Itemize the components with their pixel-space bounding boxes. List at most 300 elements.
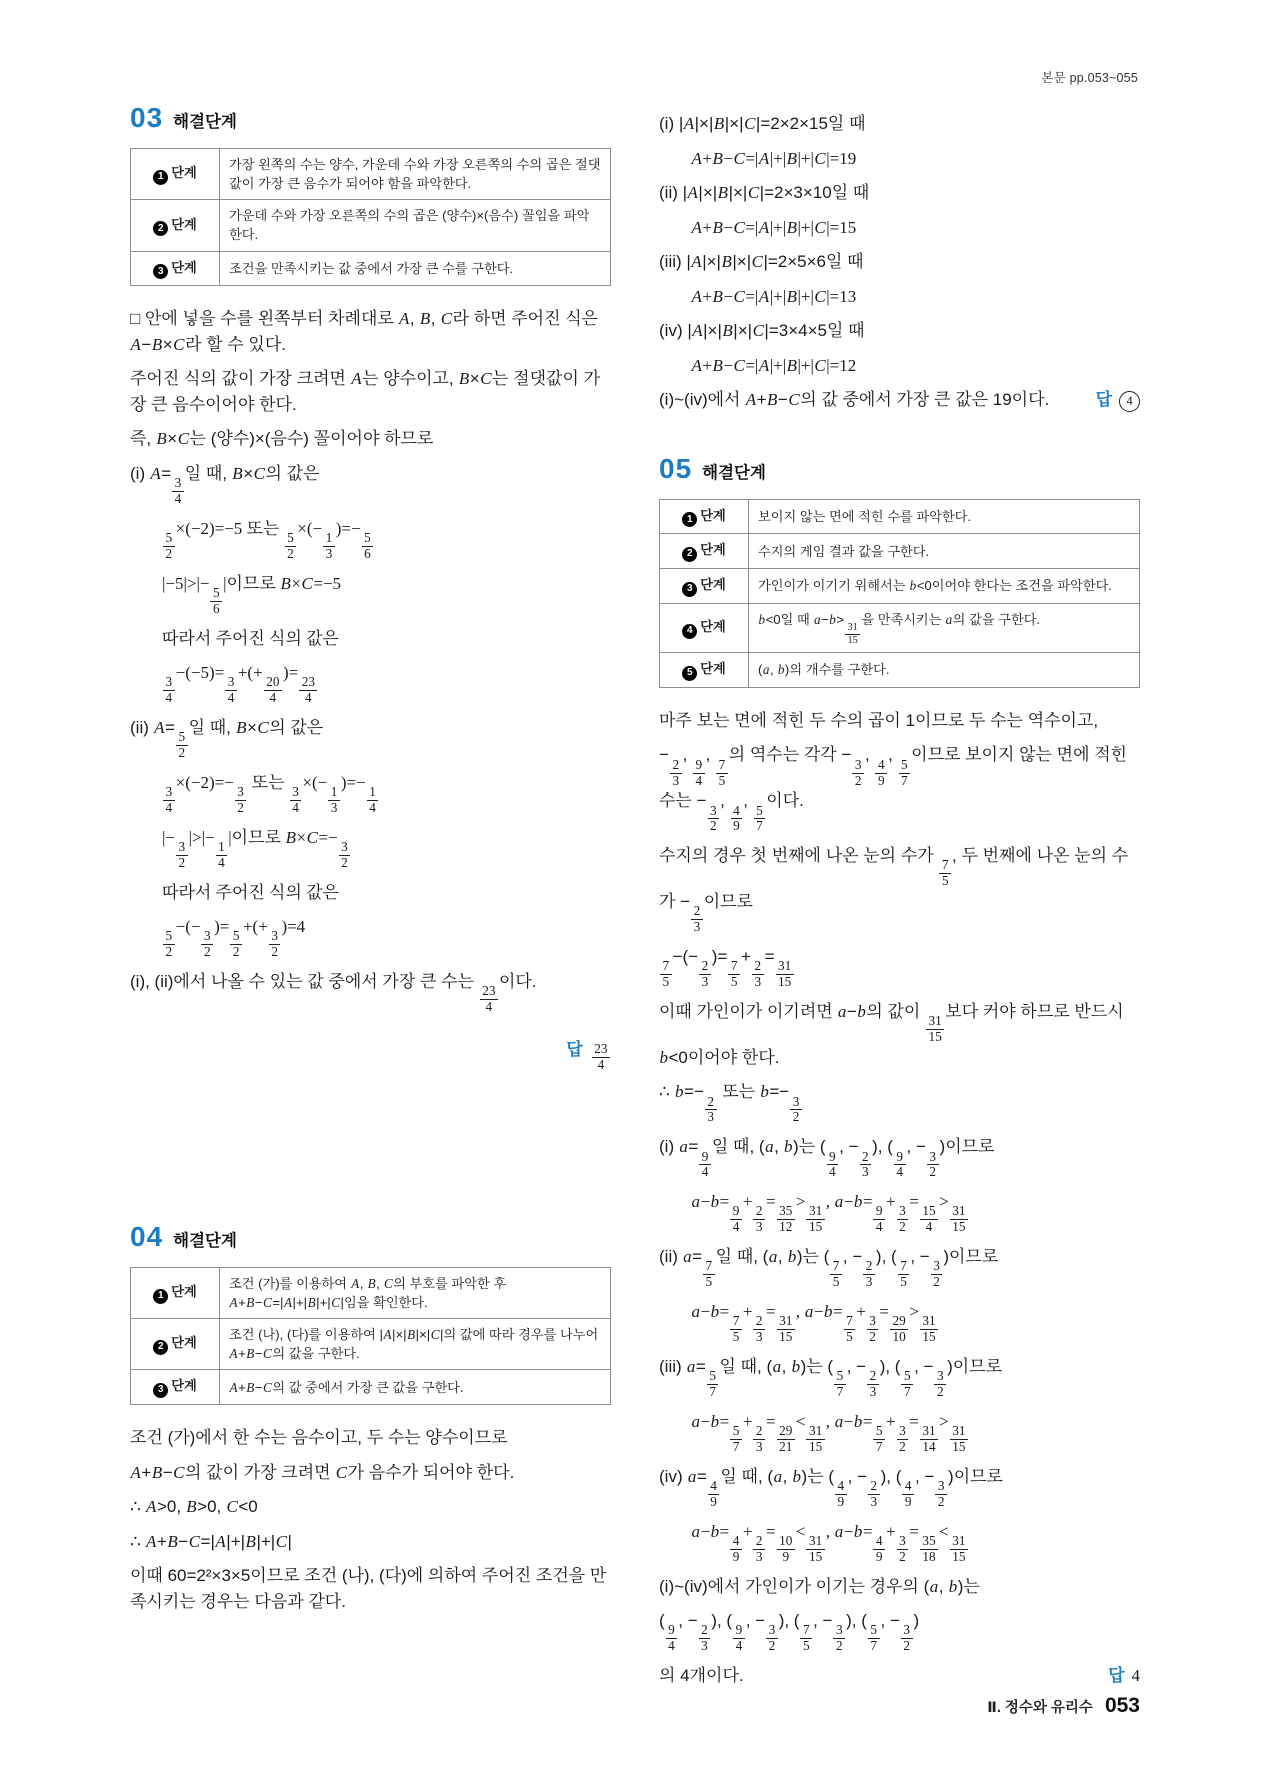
fraction: $\frac{3}{4}$ — [163, 675, 175, 706]
fraction: $\frac{3}{2}$ — [766, 1623, 778, 1654]
page-header-label: 본문 pp.053~055 — [1041, 71, 1138, 85]
fraction: $\frac{2}{3}$ — [868, 1479, 880, 1510]
fraction: $\frac{9}{4}$ — [827, 1150, 839, 1181]
math-variable: A — [229, 1295, 238, 1311]
math-variable: a — [683, 1247, 692, 1267]
answer-box — [1108, 1663, 1140, 1689]
math-variable: a — [772, 1356, 782, 1376]
text-line: 수지의 경우 첫 번째에 나온 눈의 수가 $\frac{7}{5}$ , 두 번째에 나온 눈의 수가 − $\frac{2}{3}$ 이므로 — [659, 846, 1129, 935]
math-variable: B — [167, 1531, 178, 1551]
math-variable: B — [151, 1462, 163, 1482]
fraction: $\frac{5}{6}$ — [362, 531, 374, 562]
fraction: $\frac{4}{9}$ — [730, 1534, 742, 1565]
equation-line: 따라서 주어진 식의 값은 — [162, 628, 339, 648]
answer-value — [1119, 387, 1140, 413]
fraction: $\frac{5}{7}$ — [873, 1424, 885, 1455]
math-variable: C — [331, 1295, 341, 1311]
fraction: $\frac{5}{2}$ — [285, 531, 297, 562]
step-text: 가인이가 이기기 위해서는 b<0이어야 한다는 조건을 파악한다. — [749, 569, 1140, 604]
problem-04-number: 04 — [130, 1220, 164, 1252]
math-variable: A — [691, 286, 702, 306]
problem-05-steps-table — [659, 499, 1140, 688]
math-variable: B — [786, 217, 797, 237]
text-line-with-answer — [659, 387, 1140, 413]
fraction: $\frac{3}{2}$ — [708, 804, 720, 835]
answer-line — [130, 1027, 611, 1073]
math-variable: B — [712, 148, 723, 168]
math-variable: b — [710, 1521, 720, 1541]
fraction: $\frac{7}{5}$ — [830, 1259, 842, 1290]
step-text: 수지의 게임 결과 값을 구한다. — [749, 534, 1140, 569]
fraction: $\frac{31}{15}$ — [776, 959, 794, 990]
equation-line: a−b= $\frac{5}{7}$ + $\frac{2}{3}$ = $\frac{29}{21}$ < $\frac{31}{15}$ , a−b= $\frac{5}{7}$ + $\frac{3}{2}$ = $\frac{31}{14}$ > $\frac{31}{15}$ — [691, 1409, 1140, 1455]
step-row — [660, 653, 1140, 688]
fraction: $\frac{7}{5}$ — [660, 959, 672, 990]
fraction: $\frac{7}{5}$ — [800, 1623, 812, 1654]
math-variable: a — [679, 1137, 688, 1157]
fraction: $\frac{9}{4}$ — [894, 1150, 906, 1181]
fraction: $\frac{3}{2}$ — [935, 1479, 947, 1510]
math-variable: b — [787, 1247, 797, 1267]
text-line: (ii) |A|×|B|×|C|=2×3×10일 때 — [659, 183, 870, 202]
fraction: $\frac{5}{2}$ — [176, 730, 188, 761]
step-label: 1 단계 — [131, 149, 220, 200]
step-label: 3 단계 — [131, 251, 220, 286]
math-variable: C — [301, 573, 313, 593]
text-line: 주어진 식의 값이 가장 크려면 A는 양수이고, B×C는 절댓값이 가장 큰 음수이어야 한다. — [130, 369, 601, 414]
math-variable: B — [786, 355, 797, 375]
problem-05-heading — [659, 453, 1140, 485]
text-line: (iii) a= $\frac{5}{7}$ 일 때, (a, b)는 ( $\frac{5}{7}$ , − $\frac{2}{3}$ ), ( $\frac{5}{7}$ , − $\frac{3}{2}$ )이므로 — [659, 1356, 1003, 1399]
math-variable: b — [659, 1047, 668, 1067]
fraction: $\frac{35}{12}$ — [777, 1204, 795, 1235]
answer-label: 답 — [1095, 390, 1112, 409]
fraction: $\frac{3}{2}$ — [897, 1534, 909, 1565]
math-variable: C — [814, 286, 826, 306]
fraction: $\frac{2}{3}$ — [670, 758, 682, 789]
fraction: $\frac{1}{3}$ — [323, 531, 335, 562]
fraction: $\frac{2}{3}$ — [753, 1204, 765, 1235]
fraction: $\frac{2}{3}$ — [863, 1259, 875, 1290]
answer-label: 답 — [1108, 1665, 1125, 1685]
math-variable: a — [691, 1192, 700, 1212]
step-row — [131, 149, 611, 200]
text-line: ∴ A+B−C=|A|+|B|+|C| — [130, 1531, 292, 1551]
circled-answer-number: 4 — [1119, 391, 1140, 412]
fraction: $\frac{31}{15}$ — [950, 1204, 968, 1235]
math-variable: C — [744, 114, 756, 133]
text-line: A+B−C의 값이 가장 크려면 C가 음수가 되어야 한다. — [130, 1462, 515, 1482]
fraction: $\frac{4}{9}$ — [902, 1479, 914, 1510]
fraction: $\frac{31}{15}$ — [926, 1014, 944, 1045]
step-label: 2 단계 — [660, 534, 749, 569]
equation-line: a−b= $\frac{4}{9}$ + $\frac{2}{3}$ = $\frac{10}{9}$ < $\frac{31}{15}$ , a−b= $\frac{4}{9}$ + $\frac{3}{2}$ = $\frac{35}{18}$ < $\frac{31}{15}$ — [691, 1519, 1140, 1565]
step-text: (a, b)의 개수를 구한다. — [749, 653, 1140, 688]
math-variable: B — [712, 355, 723, 375]
math-variable: a — [804, 1302, 814, 1321]
math-variable: A — [351, 1275, 360, 1291]
math-variable: B — [786, 148, 797, 168]
math-variable: B — [246, 1295, 255, 1311]
step-row — [131, 200, 611, 251]
math-variable: a — [773, 1466, 783, 1486]
math-variable: B — [786, 286, 797, 306]
step-number-icon: 2 — [682, 547, 697, 562]
step-number-icon: 2 — [153, 1340, 168, 1355]
page-header — [1041, 68, 1138, 86]
text-line: 즉, B×C는 (양수)×(음수) 꼴이어야 하므로 — [130, 429, 434, 449]
fraction: $\frac{2}{3}$ — [753, 1534, 765, 1565]
step-row — [660, 603, 1140, 652]
fraction: $\frac{31}{14}$ — [920, 1424, 938, 1455]
fraction: $\frac{5}{2}$ — [163, 929, 175, 960]
math-variable: A — [758, 217, 770, 237]
step-text: 가장 왼쪽의 수는 양수, 가운데 수와 가장 오른쪽의 수의 곱은 절댓값이 가장 큰 음수가 되어야 함을 파악한다. — [220, 149, 611, 200]
math-variable: A — [130, 334, 141, 354]
problem-03 — [130, 102, 611, 1073]
fraction: $\frac{3}{2}$ — [927, 1150, 939, 1181]
math-variable: A — [154, 717, 165, 737]
equation-line: $\frac{5}{2}$ ×(−2)=−5 또는 $\frac{5}{2}$ ×(− $\frac{1}{3}$ )=− $\frac{5}{6}$ — [162, 516, 611, 562]
math-variable: b — [853, 1521, 863, 1541]
step-number-icon: 2 — [153, 221, 168, 236]
step-row — [660, 569, 1140, 604]
math-variable: C — [733, 286, 745, 306]
step-number-icon: 1 — [682, 512, 697, 527]
fraction: $\frac{3}{4}$ — [163, 785, 175, 816]
math-variable: C — [814, 355, 826, 375]
math-variable: B — [367, 1275, 376, 1291]
fraction: $\frac{31}{15}$ — [920, 1314, 938, 1345]
fraction: $\frac{31}{15}$ — [806, 1204, 824, 1235]
math-variable: b — [823, 1302, 833, 1321]
fraction: $\frac{3}{2}$ — [852, 758, 864, 789]
text-line: (ii) a= $\frac{7}{5}$ 일 때, (a, b)는 ( $\frac{7}{5}$ , − $\frac{2}{3}$ ), ( $\frac{7}{5}$ , − $\frac{3}{2}$ )이므로 — [659, 1247, 999, 1290]
math-variable: a — [762, 662, 770, 678]
step-number-icon: 3 — [682, 582, 697, 597]
fraction: $\frac{10}{9}$ — [777, 1534, 795, 1565]
answer-label: 답 — [566, 1040, 583, 1060]
math-variable: b — [710, 1411, 720, 1431]
chapter-title: Ⅱ. 정수와 유리수 — [987, 1700, 1093, 1716]
text-line: ∴ b=− $\frac{2}{3}$ 또는 b=− $\frac{3}{2}$ — [659, 1079, 1140, 1125]
math-variable: A — [691, 355, 702, 375]
problem-03-heading — [130, 102, 611, 134]
fraction: $\frac{5}{2}$ — [163, 531, 175, 562]
fraction: $\frac{5}{6}$ — [210, 586, 222, 617]
math-variable: C — [480, 369, 492, 389]
answer-value: 4 — [1131, 1665, 1140, 1685]
fraction: $\frac{2}{3}$ — [705, 1095, 717, 1126]
math-variable: b — [948, 1576, 958, 1596]
math-variable: B — [156, 429, 167, 449]
math-variable: B — [458, 369, 470, 389]
text-line: (i), (ii)에서 나올 수 있는 값 중에서 가장 큰 수는 $\frac{23}{4}$ 이다. — [130, 972, 537, 1015]
fraction: $\frac{3}{4}$ — [225, 675, 237, 706]
step-label: 3 단계 — [131, 1370, 220, 1405]
fraction: $\frac{9}{4}$ — [873, 1204, 885, 1235]
equation-line: A+B−C=|A|+|B|+|C|=13 — [691, 286, 857, 306]
fraction: $\frac{29}{10}$ — [890, 1314, 908, 1345]
math-variable: b — [909, 578, 917, 594]
step-row — [660, 499, 1140, 534]
fraction: $\frac{3}{2}$ — [934, 1369, 946, 1400]
fraction: $\frac{3}{2}$ — [269, 929, 281, 960]
math-variable: C — [173, 334, 185, 354]
math-variable: A — [691, 252, 702, 271]
math-variable: C — [733, 217, 745, 237]
equation-line: a−b= $\frac{9}{4}$ + $\frac{2}{3}$ = $\frac{35}{12}$ > $\frac{31}{15}$ , a−b= $\frac{9}{4}$ + $\frac{3}{2}$ = $\frac{15}{4}$ > $\frac{31}{15}$ — [691, 1189, 1140, 1235]
fraction: $\frac{7}{5}$ — [844, 1314, 856, 1345]
math-variable: C — [788, 390, 800, 409]
problem-05-number: 05 — [659, 452, 693, 484]
fraction: $\frac{7}{5}$ — [716, 758, 728, 789]
fraction: $\frac{4}{9}$ — [708, 1479, 720, 1510]
fraction: $\frac{1}{4}$ — [367, 785, 379, 816]
math-variable: a — [686, 1356, 696, 1376]
math-variable: B — [246, 1346, 255, 1362]
text-line: (ii) A= $\frac{5}{2}$ 일 때, B×C의 값은 — [130, 717, 324, 760]
math-variable: a — [691, 1411, 700, 1431]
math-variable: a — [813, 611, 821, 627]
math-variable: a — [691, 1302, 700, 1321]
text-line: (iv) a= $\frac{4}{9}$ 일 때, (a, b)는 ( $\frac{4}{9}$ , − $\frac{2}{3}$ ), ( $\frac{4}{9}$ , − $\frac{3}{2}$ )이므로 — [659, 1466, 1003, 1509]
math-variable: B — [713, 114, 725, 133]
fraction: $\frac{31}{15}$ — [777, 1314, 795, 1345]
text-line: 마주 보는 면에 적힌 두 수의 곱이 1이므로 두 수는 역수이고, — [659, 710, 1099, 730]
fraction: $\frac{5}{7}$ — [707, 1369, 719, 1400]
step-row — [131, 1319, 611, 1370]
text-line: (i) A= $\frac{3}{4}$ 일 때, B×C의 값은 — [130, 463, 320, 506]
equation-line: a−b= $\frac{7}{5}$ + $\frac{2}{3}$ = $\frac{31}{15}$ , a−b= $\frac{7}{5}$ + $\frac{3}{2}$ = $\frac{29}{10}$ > $\frac{31}{15}$ — [691, 1299, 1140, 1345]
equation-line: A+B−C=|A|+|B|+|C|=12 — [691, 355, 857, 375]
step-label: 3 단계 — [660, 569, 749, 604]
equation-line: A+B−C=|A|+|B|+|C|=15 — [691, 217, 857, 237]
math-variable: C — [751, 252, 763, 271]
fraction: $\frac{7}{5}$ — [730, 1314, 742, 1345]
math-variable: A — [692, 321, 703, 340]
math-variable: C — [306, 827, 318, 847]
equation-line: |−5|>|− $\frac{5}{6}$ |이므로 B×C=−5 — [162, 573, 342, 616]
math-variable: B — [712, 286, 723, 306]
step-number-icon: 4 — [682, 624, 697, 639]
math-variable: b — [777, 662, 785, 678]
math-variable: a — [945, 611, 953, 627]
fraction: $\frac{23}{4}$ — [592, 1042, 610, 1073]
math-variable: B — [717, 183, 729, 202]
fraction: $\frac{3}{2}$ — [176, 840, 188, 871]
math-variable: A — [687, 183, 698, 202]
math-variable: A — [351, 369, 362, 389]
math-variable: C — [263, 1346, 272, 1362]
fraction: $\frac{3}{2}$ — [201, 929, 213, 960]
fraction: $\frac{4}{9}$ — [875, 758, 887, 789]
text-line: 조건 (가)에서 한 수는 음수이고, 두 수는 양수이므로 — [130, 1428, 508, 1448]
math-variable: A — [691, 217, 702, 237]
step-text: 가운데 수와 가장 오른쪽의 수의 곱은 (양수)×(음수) 꼴임을 파악한다. — [220, 200, 611, 251]
problem-03-title: 해결단계 — [173, 113, 237, 131]
math-variable: C — [173, 1462, 185, 1482]
fraction: $\frac{23}{4}$ — [480, 984, 498, 1015]
left-column — [130, 102, 611, 1623]
math-variable: C — [226, 1497, 238, 1517]
fraction: $\frac{2}{3}$ — [699, 959, 711, 990]
math-variable: C — [275, 1531, 288, 1551]
math-variable: C — [383, 1275, 393, 1291]
fraction: $\frac{3}{2}$ — [901, 1623, 913, 1654]
problem-05-title: 해결단계 — [702, 463, 766, 482]
math-variable: C — [188, 1531, 201, 1551]
step-label: 5 단계 — [660, 653, 749, 688]
math-variable: A — [146, 1497, 157, 1517]
fraction: $\frac{3}{2}$ — [897, 1424, 909, 1455]
math-variable: B — [722, 321, 733, 340]
math-variable: b — [792, 1466, 802, 1486]
problem-03-number: 03 — [130, 102, 164, 133]
math-variable: b — [853, 1411, 863, 1431]
math-variable: A — [399, 309, 410, 329]
problem-05 — [659, 453, 1140, 1689]
math-variable: A — [130, 1462, 141, 1482]
equation-line: $\frac{3}{4}$ ×(−2)=− $\frac{3}{2}$ 또는 $\frac{3}{4}$ ×(− $\frac{1}{3}$ )=− $\frac{1}{4}$ — [162, 770, 611, 816]
equation-line: |− $\frac{3}{2}$ |>|− $\frac{1}{4}$ |이므로 B×C=− $\frac{3}{2}$ — [162, 825, 611, 871]
math-variable: A — [758, 148, 770, 168]
fraction: $\frac{3}{4}$ — [290, 785, 302, 816]
math-variable: B — [407, 1327, 416, 1343]
step-label: 4 단계 — [660, 603, 749, 652]
math-variable: C — [440, 309, 453, 329]
fraction: $\frac{23}{4}$ — [299, 675, 317, 706]
fraction: $\frac{9}{4}$ — [733, 1623, 745, 1654]
math-variable: a — [834, 1192, 844, 1212]
math-variable: C — [257, 717, 269, 737]
math-variable: C — [814, 148, 826, 168]
step-row — [131, 1370, 611, 1405]
math-variable: B — [712, 217, 723, 237]
fraction: $\frac{2}{3}$ — [753, 1424, 765, 1455]
problem-04-solution — [130, 1425, 611, 1614]
math-variable: A — [745, 390, 757, 409]
step-label: 2 단계 — [131, 1319, 220, 1370]
math-variable: b — [758, 611, 766, 627]
fraction: $\frac{3}{4}$ — [172, 476, 184, 507]
math-variable: A — [229, 1379, 238, 1395]
fraction: $\frac{9}{4}$ — [666, 1623, 678, 1654]
fraction: $\frac{5}{7}$ — [868, 1623, 880, 1654]
math-variable: B — [721, 252, 732, 271]
math-variable: B — [232, 463, 243, 483]
fraction: $\frac{3}{2}$ — [867, 1314, 879, 1345]
math-variable: C — [733, 355, 745, 375]
problem-04-steps-table — [130, 1267, 611, 1405]
problem-04-title: 해결단계 — [173, 1231, 237, 1250]
fraction: $\frac{31}{15}$ — [845, 622, 860, 646]
math-variable: a — [691, 1521, 700, 1541]
equation-line: 따라서 주어진 식의 값은 — [162, 882, 339, 902]
text-line: 이때 60=2²×3×5이므로 조건 (나), (다)에 의하여 주어진 조건을 만족시키는 경우는 다음과 같다. — [130, 1566, 607, 1611]
math-variable: C — [814, 217, 826, 237]
step-number-icon: 3 — [153, 1383, 168, 1398]
math-variable: a — [834, 1411, 844, 1431]
fraction: $\frac{2}{3}$ — [860, 1150, 872, 1181]
math-variable: B — [280, 573, 291, 593]
answer-value — [591, 1027, 611, 1073]
math-variable: b — [710, 1302, 720, 1321]
step-number-icon: 1 — [153, 170, 168, 185]
fraction: $\frac{5}{7}$ — [899, 758, 911, 789]
fraction: $\frac{1}{4}$ — [216, 840, 228, 871]
text-line: (i) a= $\frac{9}{4}$ 일 때, (a, b)는 ( $\frac{9}{4}$ , − $\frac{2}{3}$ ), ( $\frac{9}{4}$ , − $\frac{3}{2}$ )이므로 — [659, 1137, 995, 1180]
math-variable: A — [229, 1346, 238, 1362]
fraction: $\frac{31}{15}$ — [950, 1534, 968, 1565]
page-footer — [987, 1694, 1140, 1718]
step-number-icon: 5 — [682, 666, 697, 681]
math-variable: A — [215, 1531, 226, 1551]
math-variable: B — [307, 1295, 316, 1311]
text-line: − $\frac{2}{3}$ , $\frac{9}{4}$ , $\frac{7}{5}$ 의 역수는 각각 − $\frac{3}{2}$ , $\frac{4}{9}$ , $\frac{5}{7}$ 이므로 보이지 않는 면에 적힌 수는 − $\frac{3}{2}$ , $\frac{4}{9}$ , $\frac{5}{7}$ 이다. — [659, 745, 1128, 834]
math-variable: B — [767, 390, 778, 409]
text-line: 의 4개이다. — [659, 1665, 744, 1685]
fraction: $\frac{31}{15}$ — [950, 1424, 968, 1455]
text-line: (iii) |A|×|B|×|C|=2×5×6일 때 — [659, 252, 864, 271]
fraction: $\frac{3}{2}$ — [790, 1095, 802, 1126]
fraction: $\frac{5}{7}$ — [901, 1369, 913, 1400]
math-variable: b — [853, 1192, 863, 1212]
math-variable: B — [246, 1379, 255, 1395]
math-variable: C — [752, 321, 764, 340]
fraction: $\frac{1}{3}$ — [328, 785, 340, 816]
problem-03-solution — [130, 306, 611, 1073]
math-variable: A — [683, 114, 695, 133]
math-variable: b — [710, 1192, 720, 1212]
fraction: $\frac{3}{2}$ — [833, 1623, 845, 1654]
fraction: $\frac{7}{5}$ — [703, 1259, 715, 1290]
step-text: 조건 (나), (다)를 이용하여 |A|×|B|×|C|의 값에 따라 경우를 나누어 A+B−C의 값을 구한다. — [220, 1319, 611, 1370]
problem-05-solution — [659, 708, 1140, 1689]
math-variable: b — [829, 611, 836, 627]
step-text: b<0일 때 a−b> $\frac{31}{15}$ 을 만족시키는 a의 값을 구한다. — [749, 603, 1140, 652]
fraction: $\frac{3}{2}$ — [897, 1204, 909, 1235]
fraction: $\frac{5}{7}$ — [834, 1369, 846, 1400]
text-line: □ 안에 넣을 수를 왼쪽부터 차례대로 A, B, C라 하면 주어진 식은 A−B×C라 할 수 있다. — [130, 309, 599, 354]
math-variable: C — [335, 1462, 348, 1482]
fraction: $\frac{5}{7}$ — [754, 804, 766, 835]
math-variable: a — [837, 1001, 847, 1021]
fraction: $\frac{3}{2}$ — [235, 785, 247, 816]
fraction: $\frac{2}{3}$ — [699, 1623, 711, 1654]
text-line: 이때 가인이가 이기려면 a−b의 값이 $\frac{31}{15}$ 보다 커야 하므로 반드시 b<0이어야 한다. — [659, 1001, 1124, 1067]
math-variable: C — [747, 183, 760, 202]
step-row — [131, 251, 611, 286]
two-column-layout — [130, 102, 1140, 1697]
math-variable: A — [150, 463, 161, 483]
fraction: $\frac{5}{7}$ — [730, 1424, 742, 1455]
step-text: A+B−C의 값 중에서 가장 큰 값을 구한다. — [220, 1370, 611, 1405]
math-variable: A — [146, 1531, 157, 1551]
fraction: $\frac{3}{2}$ — [931, 1259, 943, 1290]
fraction: $\frac{4}{9}$ — [731, 804, 743, 835]
equation-line: $\frac{5}{2}$ −(− $\frac{3}{2}$ )= $\frac{5}{2}$ +(+ $\frac{3}{2}$ )=4 — [162, 914, 611, 960]
fraction: $\frac{2}{3}$ — [752, 959, 764, 990]
math-variable: a — [765, 1137, 774, 1157]
problem-04-continuation — [659, 111, 1140, 413]
step-label: 1 단계 — [131, 1267, 220, 1318]
math-variable: C — [177, 429, 190, 449]
text-line: (iv) |A|×|B|×|C|=3×4×5일 때 — [659, 321, 865, 340]
math-variable: C — [430, 1327, 440, 1343]
right-column — [659, 102, 1140, 1697]
equation-line: A+B−C=|A|+|B|+|C|=19 — [691, 148, 857, 168]
